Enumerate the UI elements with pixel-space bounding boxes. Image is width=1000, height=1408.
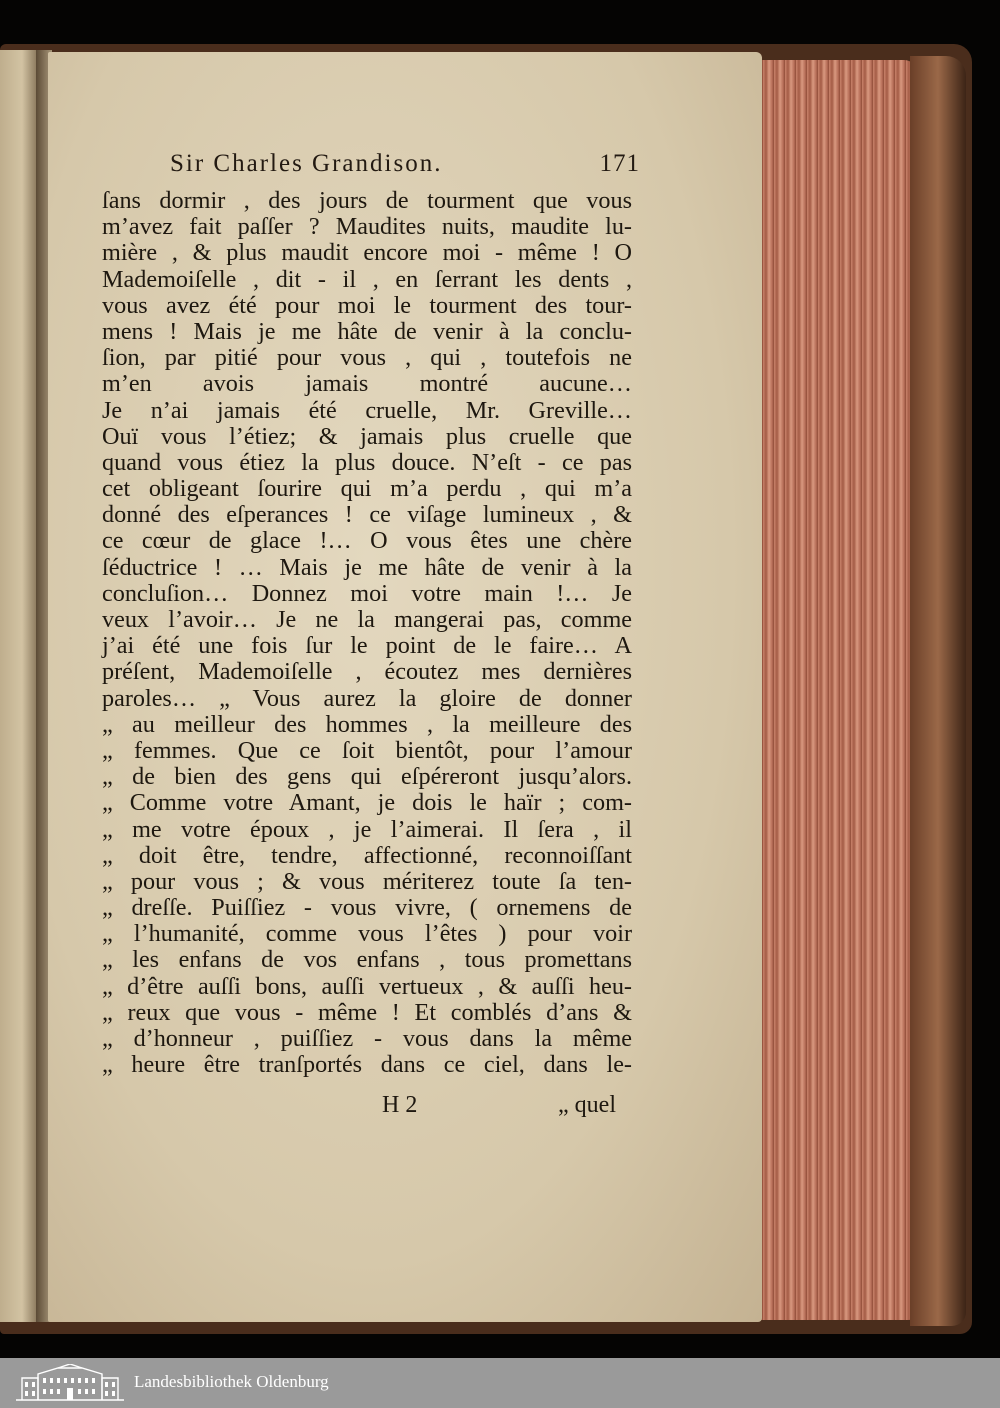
page-block-edges bbox=[752, 60, 918, 1320]
text-line: „ l’humanité, comme vous l’êtes ) pour voir bbox=[102, 920, 632, 948]
text-line: „ au meilleur des hommes , la meilleure des bbox=[102, 710, 632, 738]
page-number: 171 bbox=[599, 150, 640, 177]
text-line: m’en avois jamais montré aucune… bbox=[102, 370, 632, 398]
text-line: Ouï vous l’étiez; & jamais plus cruelle que bbox=[102, 422, 632, 450]
text-line: „ heure être tranſportés dans ce ciel, dans le- bbox=[102, 1051, 632, 1079]
library-banner bbox=[0, 1358, 1000, 1408]
library-building-icon bbox=[14, 1364, 126, 1402]
text-line: Mademoiſelle , dit - il , en ſerrant les dents , bbox=[102, 265, 632, 293]
text-line: „ Comme votre Amant, je dois le haïr ; com- bbox=[102, 789, 632, 817]
page-body-text bbox=[102, 188, 632, 1078]
text-line: veux l’avoir… Je ne la mangerai pas, comme bbox=[102, 606, 632, 633]
library-name: Landesbibliothek Oldenburg bbox=[134, 1372, 329, 1391]
cover-edge bbox=[910, 56, 966, 1326]
text-line: „ doit être, tendre, affectionné, reconnoiſſant bbox=[102, 841, 632, 869]
text-line: m’avez fait paſſer ? Maudites nuits, maudite lu- bbox=[102, 213, 632, 241]
text-line: „ d’être auſſi bons, auſſi vertueux , & auſſi heu- bbox=[102, 972, 632, 1000]
text-line: ſion, par pitié pour vous , qui , toutefois ne bbox=[102, 344, 632, 372]
text-line: mière , & plus maudit encore moi - même ! O bbox=[102, 239, 632, 267]
text-line: donné des eſperances ! ce viſage lumineux , & bbox=[102, 501, 632, 529]
text-line: cet obligeant ſourire qui m’a perdu , qui m’a bbox=[102, 475, 632, 503]
text-line: „ me votre époux , je l’aimerai. Il ſera , il bbox=[102, 815, 632, 843]
text-line: mens ! Mais je me hâte de venir à la conclu- bbox=[102, 317, 632, 345]
text-line: paroles… „ Vous aurez la gloire de donner bbox=[102, 684, 632, 712]
text-line: préſent, Mademoiſelle , écoutez mes dernières bbox=[102, 658, 632, 686]
text-line: j’ai été une fois ſur le point de le faire… A bbox=[102, 632, 632, 660]
text-line: „ dreſſe. Puiſſiez - vous vivre, ( ornemens de bbox=[102, 894, 632, 922]
text-line: ſéductrice ! … Mais je me hâte de venir à la bbox=[102, 553, 632, 581]
text-line: „ pour vous ; & vous mériterez toute ſa ten- bbox=[102, 867, 632, 895]
text-line: ſans dormir , des jours de tourment que vous bbox=[102, 187, 632, 214]
left-page-edge bbox=[0, 50, 40, 1322]
signature-mark: H 2 bbox=[382, 1092, 418, 1118]
text-line: ce cœur de glace !… O vous êtes une chère bbox=[102, 527, 632, 555]
catchword: „ quel bbox=[558, 1092, 616, 1118]
running-header bbox=[170, 150, 640, 184]
text-line: quand vous étiez la plus douce. N’eſt - ce pas bbox=[102, 448, 632, 476]
text-line: „ de bien des gens qui eſpéreront jusqu’alors. bbox=[102, 763, 632, 791]
text-line: vous avez été pour moi le tourment des tour- bbox=[102, 291, 632, 319]
page-footer bbox=[102, 1092, 632, 1122]
text-line: Je n’ai jamais été cruelle, Mr. Greville… bbox=[102, 396, 632, 424]
text-line: concluſion… Donnez moi votre main !… Je bbox=[102, 579, 632, 607]
text-line: „ femmes. Que ce ſoit bientôt, pour l’amour bbox=[102, 736, 632, 764]
header-title: Sir Charles Grandison. bbox=[170, 150, 443, 177]
text-line: „ d’honneur , puiſſiez - vous dans la même bbox=[102, 1025, 632, 1052]
text-line: „ les enfans de vos enfans , tous promettans bbox=[102, 946, 632, 974]
text-line: „ reux que vous - même ! Et comblés d’ans & bbox=[102, 998, 632, 1026]
